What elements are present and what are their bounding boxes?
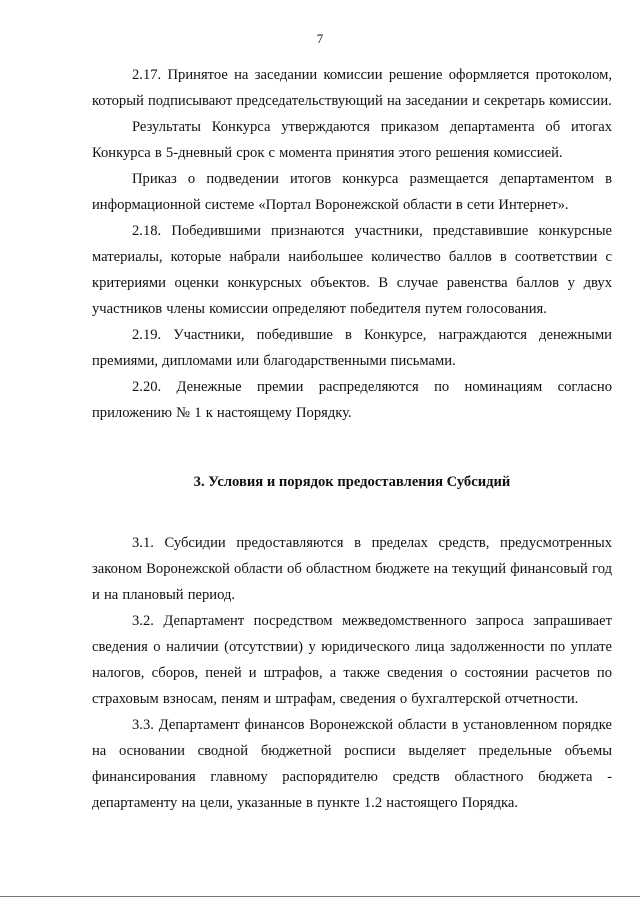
paragraph-2-17: 2.17. Принятое на заседании комиссии решение оформляется протоколом, который подписывают председательствующий на заседании и секретарь комиссии. [92, 67, 612, 109]
paragraph-order: Приказ о подведении итогов конкурса размещается департаментом в информационной системе «Портал Воронежской области в сети Интернет». [92, 171, 612, 213]
document-body [92, 62, 612, 816]
paragraph-2-18: 2.18. Победившими признаются участники, представившие конкурсные материалы, которые набрали наибольшее количество баллов в соответствии с критериями оценки конкурсных объектов. В случае равенства баллов у двух участников члены комиссии определяют победителя путем голосования. [92, 223, 612, 317]
paragraph-2-19: 2.19. Участники, победившие в Конкурсе, награждаются денежными премиями, дипломами или благодарственными письмами. [92, 327, 612, 369]
paragraph-2-20: 2.20. Денежные премии распределяются по номинациям согласно приложению № 1 к настоящему Порядку. [92, 379, 612, 421]
paragraph-3-2: 3.2. Департамент посредством межведомственного запроса запрашивает сведения о наличии (отсутствии) у юридического лица задолженности по уплате налогов, сборов, пеней и штрафов, а также сведения о состоянии расчетов по страховым взносам, пеням и штрафам, сведения о бухгалтерской отчетности. [92, 613, 612, 707]
paragraph-3-3: 3.3. Департамент финансов Воронежской области в установленном порядке на основании сводной бюджетной росписи выделяет предельные объемы финансирования главному распорядителю средств областного бюджета - департаменту на цели, указанные в пункте 1.2 настоящего Порядка. [92, 717, 612, 811]
page-number: 7 [316, 31, 324, 46]
page-bottom-rule [0, 896, 640, 897]
section-heading: 3. Условия и порядок предоставления Субсидий [193, 474, 511, 490]
paragraph-results: Результаты Конкурса утверждаются приказом департамента об итогах Конкурса в 5-дневный срок с момента принятия этого решения комиссией. [92, 119, 612, 161]
paragraph-3-1: 3.1. Субсидии предоставляются в пределах средств, предусмотренных законом Воронежской области об областном бюджете на текущий финансовый год и на плановый период. [92, 535, 612, 603]
